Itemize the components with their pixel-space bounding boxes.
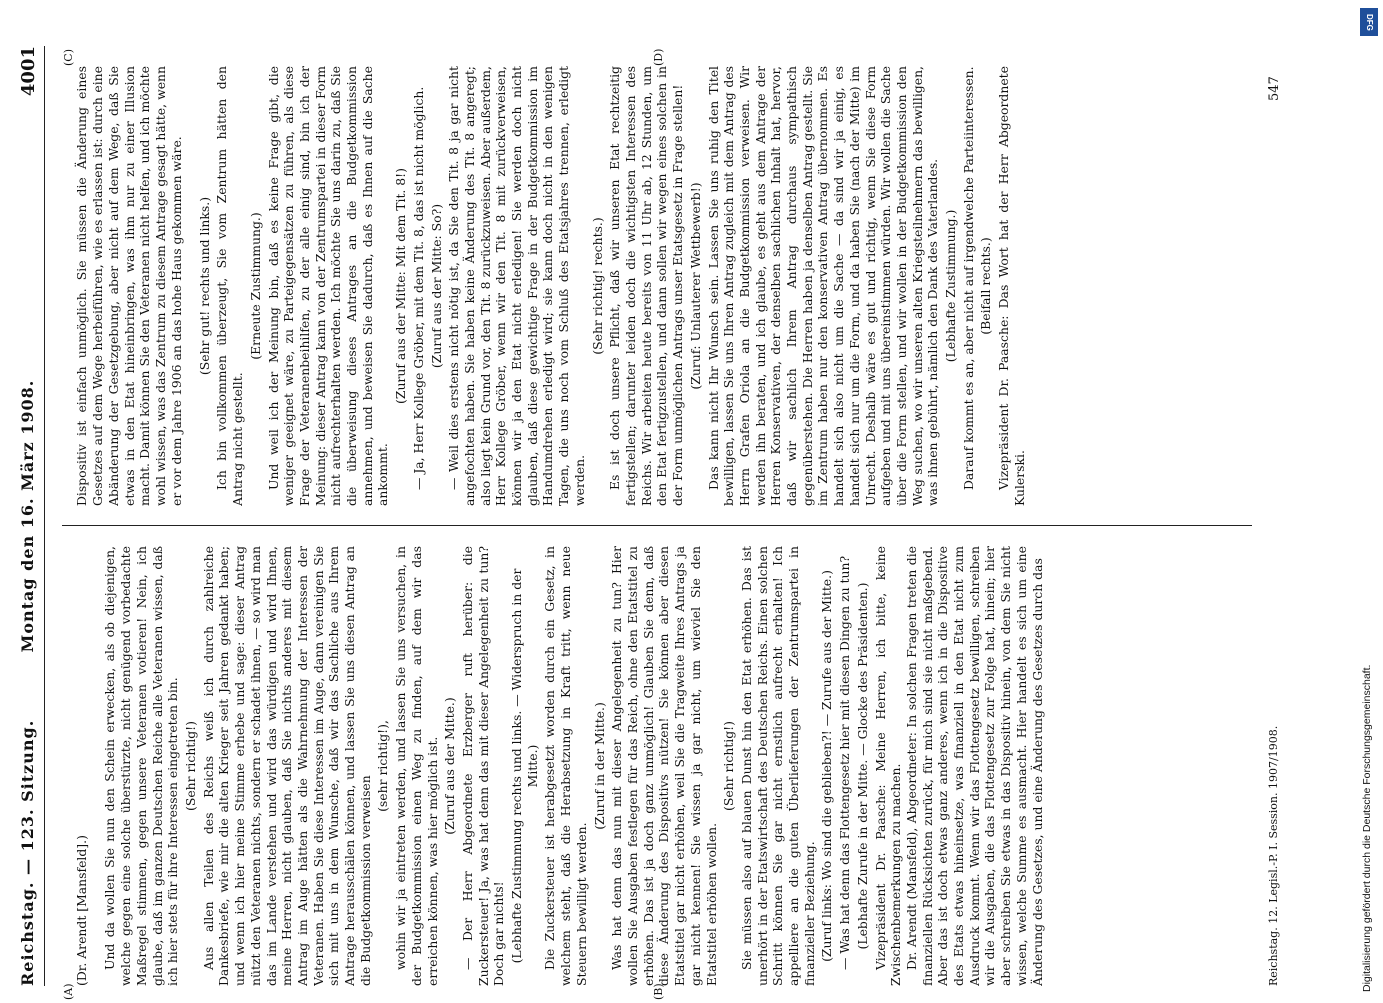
paragraph: Die Zuckersteuer ist herabgesetzt worden durch ein Gesetz, in welchem steht, daß die Herabsetzung in Kraft tritt, wenn neue Steuern bewilligt werden. xyxy=(542,546,589,986)
paragraph: Dr. Arendt (Mansfeld), Abgeordneter: In solchen Fragen treten die finanziellen Rücksichten zurück, für mich sind sie nicht maßgebend. Aber das ist doch etwas ganz anderes, wenn ich in die Dispositive des Etats etwas hineinsetze, was finanziell in den Etat nicht zum Ausdruck kommt. Wenn wir das Flottengesetz bewilligen, schreiben wir die Ausgaben, die das Flottengesetz zur Folge hat, hinein; hier aber schreiben Sie etwas in das Dispositiv hinein, von dem Sie nicht wissen, welche Summe es ausmacht. Hier handelt es sich um eine Änderung des Gesetzes, und eine Änderung des Gesetzes durch das xyxy=(903,546,1045,986)
interjection: (Lebhafte Zustimmung.) xyxy=(943,209,959,363)
interjection: (Sehr richtig! rechts.) xyxy=(589,217,605,355)
margin-marker-b: (B) xyxy=(652,983,665,1000)
paragraph: — Ja, Herr Kollege Gröber, mit dem Tit. 8, das ist nicht möglich. xyxy=(410,86,426,490)
column-separator xyxy=(62,525,1252,526)
paragraph: Darauf kommt es an, aber nicht auf irgendwelche Parteiinteressen. xyxy=(960,66,976,490)
interjection: (Lebhafte Zurufe in der Mitte. — Glocke des Präsidenten.) xyxy=(854,582,870,950)
paragraph: — Der Herr Abgeordnete Erzberger ruft herüber: die Zuckersteuer! Ja, was hat denn das mit dieser Angelegenheit zu tun? Doch gar nichts! xyxy=(459,546,507,986)
header-left: Reichstag. — 123. Sitzung. xyxy=(18,719,37,986)
interjection: (Erneute Zustimmung.) xyxy=(247,212,263,360)
paragraph: Aus allen Teilen des Reichs weiß ich durch zahlreiche Dankesbriefe, wie mir die alten Krieger seit Jahren gedankt haben; und wenn ich hier meine Stimme erhebe und sage: dieser Antrag nützt den Veteranen nichts, sondern er schadet ihnen, — so wird man das im Lande verstehen und wird das würdigen und wird Ihnen, meine Herren, nicht glauben, daß Sie nichts anderes mit diesem Antrag im Auge hätten als die Wahrnehmung der Interessen der Veteranen. Haben Sie diese Interessen im Auge, dann vereinigen Sie sich mit uns in dem Wunsche, daß wir das Sachliche aus Ihrem Antrage herausschälen können, und lassen Sie uns diesen Antrag an die Budgetkommission verweisen xyxy=(200,546,373,986)
paragraph: Dispositiv ist einfach unmöglich. Sie müssen die Änderung eines Gesetzes auf dem Wege herbeiführen, wie es erlassen ist: durch eine Abänderung der Gesetzgebung, aber nicht auf dem Wege, daß Sie etwas in den Etat hineinbringen, was ihm nur zu einer Illusion macht. Damit können Sie den Veteranen nicht helfen, und ich möchte wohl wissen, was das Zentrum zu diesem Antrage gesagt hätte, wenn er vor dem Jahre 1906 an das hohe Haus gekommen wäre. xyxy=(74,66,184,506)
paragraph: Was hat denn das nun mit dieser Angelegenheit zu tun? Hier wollen Sie Ausgaben festlegen für das Reich, ohne den Etatstitel zu erhöhen. Das ist ja doch ganz unmöglich! Glauben Sie denn, daß diese Änderung des Dispositivs nützen! Sie können aber diesen Etatstitel gar nicht erhöhen, weil Sie die Tragweite Ihres Antrags ja gar nicht kennen! Sie wissen ja gar nicht, um wieviel Sie den Etatstitel erhöhen wollen. xyxy=(609,546,719,986)
paragraph: Ich bin vollkommen überzeugt, Sie vom Zentrum hätten den Antrag nicht gestellt. xyxy=(214,66,246,506)
header-date: Montag den 16. März 1908. xyxy=(18,379,37,653)
sidebar xyxy=(1339,8,1379,1003)
header-rule xyxy=(44,46,45,986)
paragraph: — Weil dies erstens nicht nötig ist, da Sie den Tit. 8 ja gar nicht angefochten haben. Sie haben keine Änderung des Tit. 8 angeregt; also liegt kein Grund vor, den Tit. 8 zurückzuweisen. Aber außerdem, Herr Kollege Gröber, wenn wir den Tit. 8 mit zurückverweisen, können wir ja den Etat nicht erledigen! Sie werden doch nicht glauben, daß diese gewichtige Frage in der Budgetkommission im Handumdrehen erledigt wird; sie kann doch nicht in den wenigen Tagen, die uns noch vom Schluß des Etatsjahres trennen, erledigt werden. xyxy=(446,66,587,506)
paragraph: Vizepräsident Dr. Paasche: Das Wort hat der Herr Abgeordnete Kulerski. xyxy=(996,66,1027,506)
margin-marker-a: (A) xyxy=(62,983,75,1000)
interjection: (sehr richtig!), xyxy=(375,720,391,812)
right-column xyxy=(62,66,1262,506)
page-header xyxy=(0,46,48,986)
interjection: (Zuruf aus der Mitte.) xyxy=(442,697,458,835)
interjection: (Zuruf links: Wo sind die geblieben?! — Zurufe aus der Mitte.) xyxy=(819,570,835,962)
margin-marker-d: (D) xyxy=(652,48,665,66)
paragraph: Vizepräsident Dr. Paasche: Meine Herren, ich bitte, keine Zwischenbemerkungen zu machen. xyxy=(872,546,904,986)
interjection: (Zuruf in der Mitte.) xyxy=(591,702,607,830)
interjection: (Sehr richtig!) xyxy=(721,721,737,811)
interjection: (Zuruf: Unlauterer Wettbewerb!) xyxy=(687,182,703,390)
funding-notice: Digitalisierung gefördert durch die Deutsche Forschungsgemeinschaft. xyxy=(1361,664,1373,992)
left-column xyxy=(62,546,1262,986)
interjection: (Sehr gut! rechts und links.) xyxy=(196,196,212,376)
interjection: (Zuruf aus der Mitte: So?) xyxy=(428,203,444,369)
footer-session: Reichstag. 12. Legisl.-P. I. Session. 1907/1908. xyxy=(1267,725,1280,986)
paragraph: Das kann nicht Ihr Wunsch sein. Lassen Sie uns ruhig den Titel bewilligen, lassen Sie uns Ihren Antrag zugleich mit dem Antrag des Herrn Grafen Oriola an die Budgetkommission verweisen. Wir werden ihn beraten, und ich glaube, es geht aus dem Antrage der Herren Konservativen, der denselben sachlichen Inhalt hat, hervor, daß wir sachlich Ihrem Antrag durchaus sympathisch gegenüberstehen. Die Herren haben ja denselben Antrag gestellt. Sie im Zentrum haben nur den konservativen Antrag übernommen. Es handelt sich also nicht um die Sache — da sind wir ja einig, es handelt sich nur um die Form, und da haben Sie (nach der Mitte) im Unrecht. Deshalb wäre es gut und richtig, wenn Sie diese Form aufgeben und mit uns übereinstimmen würden. Wir wollen die Sache über die Form stellen, und wir wollen in der Budgetkommission den Weg suchen, wo wir unseren alten Kriegsteilnehmern das bewilligen, was ihnen gebührt, nämlich den Dank des Vaterlandes. xyxy=(705,66,941,506)
paragraph: Und weil ich der Meinung bin, daß es keine Frage gibt, die weniger geeignet wäre, zu Parteigegensätzen zu führen, als diese Frage der Veteranenbeihilfen, zu der alle einig sind, bin ich der Meinung: dieser Antrag kann von der Zentrumspartei in dieser Form nicht aufrechterhalten werden. Ich möchte Sie uns darin zu, daß Sie die überweisung dieses Antrages an die Budgetkommission annehmen, und beweisen Sie dadurch, daß es Ihnen auf die Sache ankommt. xyxy=(265,66,391,506)
paragraph: — Was hat denn das Flottengesetz hier mit diesen Dingen zu tun? xyxy=(837,555,853,970)
interjection: (Beifall rechts.) xyxy=(978,237,994,335)
paragraph: (Dr. Arendt [Mansfeld].) xyxy=(74,835,90,986)
paragraph: Und da wollen Sie nun den Schein erwecken, als ob diejenigen, welche gegen eine solche überstürzte, nicht genügend vorbedachte Maßregel stimmen, gegen unsere Veteranen votieren! Nein, ich glaube, daß im ganzen Deutschen Reiche alle Veteranen wissen, daß ich hier stets für ihre Interessen eingetreten bin. xyxy=(102,546,181,986)
paragraph: Sie müssen also auf blauen Dunst hin den Etat erhöhen. Das ist unerhört in der Etatswirtschaft des Deutschen Reichs. Einen solchen Schritt können Sie gar nicht ernstlich aufrecht erhalten! Ich appelliere an die guten Überlieferungen der Zentrumspartei in finanzieller Beziehung. xyxy=(738,546,817,986)
page-body xyxy=(62,46,1352,1000)
paragraph: wohin wir ja eintreten werden, und lassen Sie uns versuchen, in der Budgetkommission einen Weg zu finden, auf dem wir das erreichen können, was hier möglich ist. xyxy=(393,546,440,986)
interjection: (Lebhafte Zustimmung rechts und links. — Widerspruch in der Mitte.) xyxy=(509,568,540,964)
interjection: (Zuruf aus der Mitte: Mit dem Tit. 8!) xyxy=(393,168,409,404)
interjection: (Sehr richtig!) xyxy=(183,721,198,811)
dfg-logo: DFG xyxy=(1360,8,1378,36)
paragraph: Es ist doch unsere Pflicht, daß wir unseren Etat rechtzeitig fertigstellen; darunter leiden doch die wichtigsten Interessen des Reichs. Wir arbeiten heute bereits von 11 Uhr ab, 12 Stunden, um den Etat fertigzustellen, und dann sollen wir wegen eines solchen in der Form unmöglichen Antrags unser Etatsgesetz in Frage stellen! xyxy=(607,66,686,506)
margin-marker-c: (C) xyxy=(62,49,75,66)
footer-page-number: 547 xyxy=(1267,76,1282,101)
header-page-number: 4001 xyxy=(18,46,39,97)
